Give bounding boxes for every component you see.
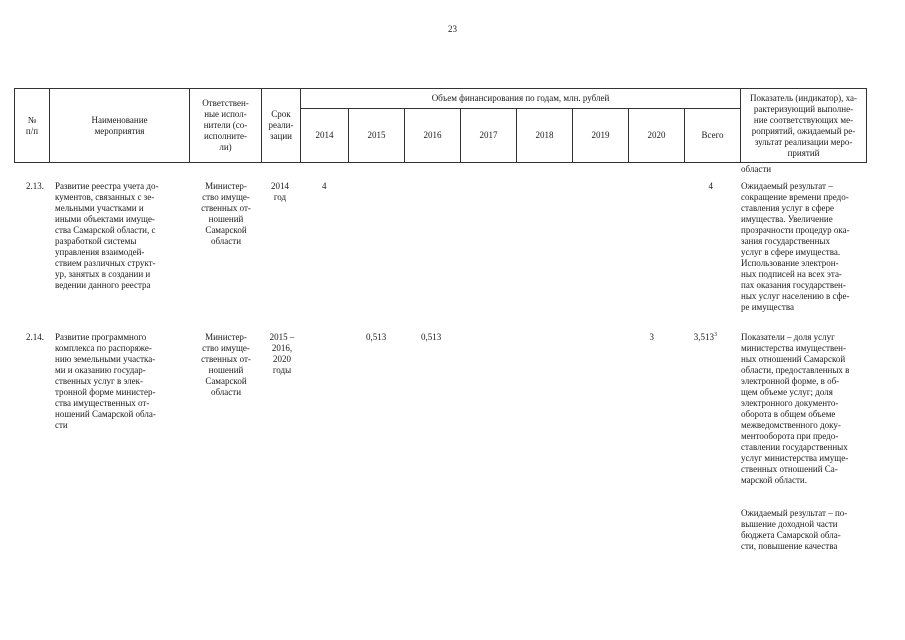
row-total: 3,513$^3$ (693, 332, 717, 342)
row-responsible: Министер- ство имуще- ственных от- ношений Самарской области (201, 181, 251, 246)
header-year: 2018 (517, 109, 573, 163)
row-indicator-continued: Ожидаемый результат – по- вышение доходной части бюджета Самарской обла- сти, повышение качества (741, 508, 848, 551)
row-responsible: Министер- ство имуще- ственных от- ношений Самарской области (201, 332, 251, 397)
header-responsible: Ответствен- ные испол- нители (со- исполните- ли) (190, 89, 262, 163)
page-number: 23 (448, 24, 457, 34)
table-header (14, 88, 867, 163)
row-number: 2.14. (26, 332, 44, 342)
row-total: 4 (708, 181, 713, 191)
row-name: Развитие реестра учета до- кументов, связанных с зе- мельными участками и иными объектами имуще- ства Самарской области, с разработкой системы управления взаимодей- ствием различных структ- ур, занятых в создании и ведении данного реестра (55, 181, 159, 290)
row-term: 2014 год (271, 181, 289, 202)
header-name: Наименование мероприятия (50, 89, 190, 163)
row-term: 2015 – 2016, 2020 годы (269, 332, 295, 375)
header-year: 2020 (629, 109, 685, 163)
header-funding: Объем финансирования по годам, млн. рублей (301, 89, 741, 109)
row-indicator: Ожидаемый результат – сокращение времени предо- ставления услуг в сфере имущества. Увеличение прозрачности процедур ока- зания государственных услуг в сфере имущества. Использование электрон- ных подписей на всех эта- пах оказания государствен- ных услуг населению в сфе- ре имущества (741, 181, 850, 312)
row-name: Развитие программного комплекса по распоряже- нию земельными участка- ми и оказанию государ- ственных услуг в элек- тронной форме министер- ства имущественных от- ношений Самарской обла- сти (55, 332, 156, 430)
header-num: № п/п (15, 89, 50, 163)
header-indicator: Показатель (индикатор), ха- рактеризующий выполне- ние соответствующих ме- роприятий, ожидаемый ре- зультат реализации меро- приятий (741, 89, 867, 163)
row-value-2020: 3 (649, 332, 654, 342)
row-value-2014: 4 (322, 181, 327, 191)
carry-over-text: области (741, 164, 772, 174)
header-term: Срок реали- зации (262, 89, 301, 163)
row-value-2015: 0,513 (366, 332, 387, 342)
header-year: 2014 (301, 109, 349, 163)
row-number: 2.13. (26, 181, 44, 191)
header-year: 2019 (573, 109, 629, 163)
row-value-2016: 0,513 (421, 332, 442, 342)
header-year: 2017 (461, 109, 517, 163)
header-year: 2015 (349, 109, 405, 163)
header-year: 2016 (405, 109, 461, 163)
header-total: Всего (685, 109, 741, 163)
row-indicator: Показатели – доля услуг министерства имуществен- ных отношений Самарской области, предоставленных в электронной форме, в об- щем объеме услуг; доля электронного документо- оборота в общем объеме межведомственного доку- ментооборота при предо- ставлении государственных услуг министерства имуще- ственных отношений Са- марской области. (741, 332, 850, 485)
